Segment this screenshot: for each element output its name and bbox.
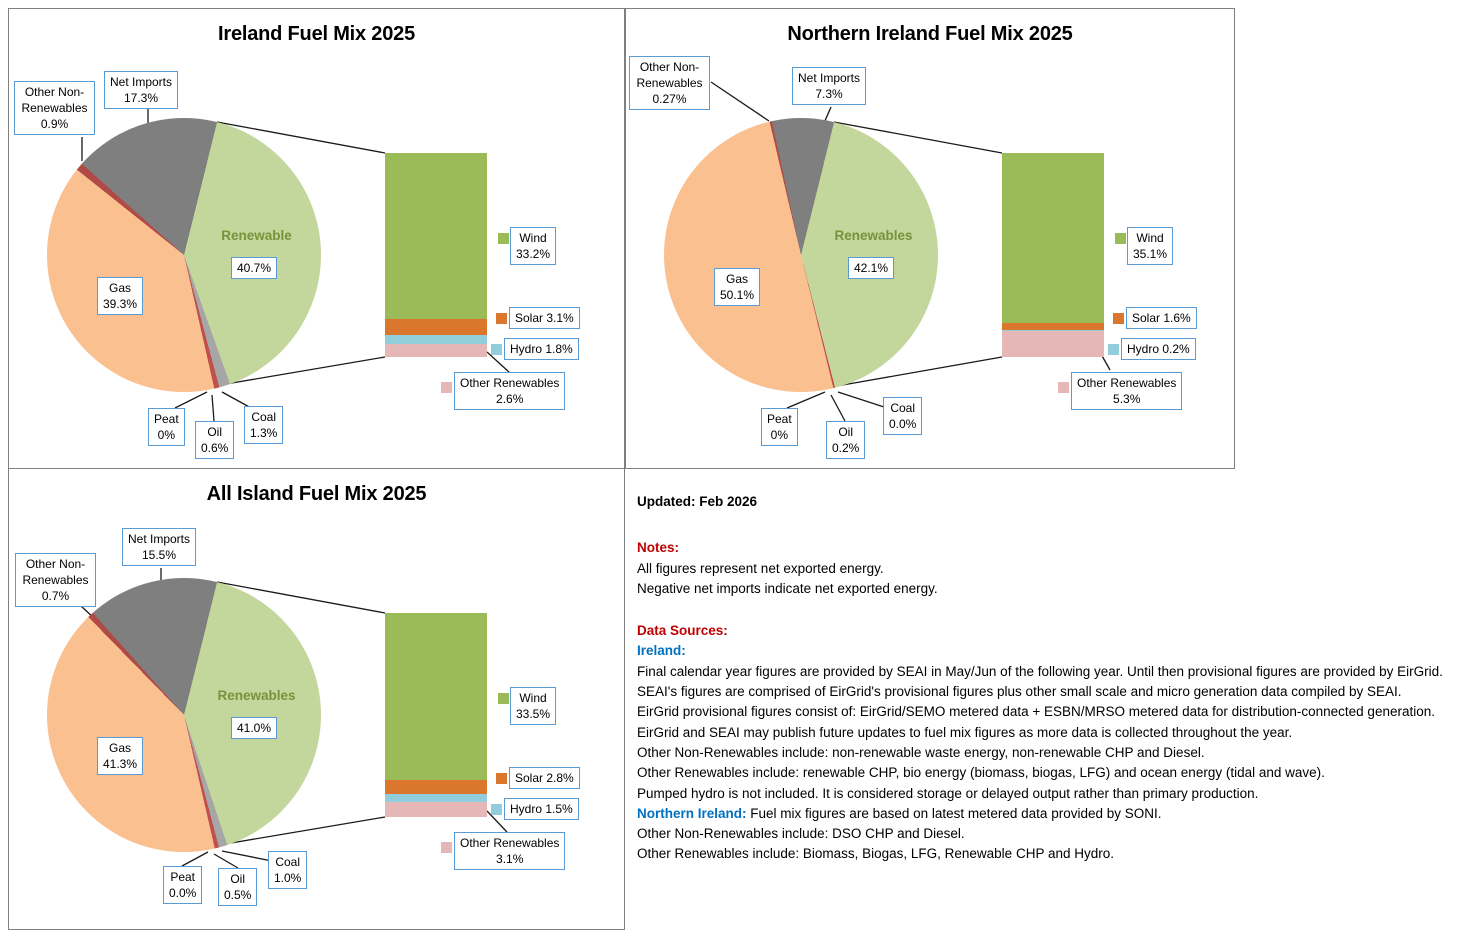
note-line: Negative net imports indicate net exported energy. (637, 580, 938, 596)
other-renewables-value: 3.1% (496, 852, 524, 866)
other-renewables-legend-swatch-icon (1058, 382, 1069, 393)
onr-name: Other Non-Renewables (636, 60, 703, 90)
note-line: Other Non-Renewables include: non-renewable waste energy, non-renewable CHP and Diesel. (637, 744, 1205, 760)
label-other-non-renewables (14, 81, 95, 135)
hydro-value: 1.5% (545, 802, 573, 816)
label-coal (268, 851, 307, 889)
label-oil (826, 421, 865, 459)
net-imports-name: Net Imports (110, 75, 173, 89)
renewables-slice-label: Renewables (834, 228, 913, 243)
notes-panel (637, 492, 1477, 865)
label-peat (761, 408, 798, 446)
bar-segment-wind (1002, 153, 1104, 323)
legend-solar (509, 307, 580, 329)
peat-name: Peat (154, 412, 179, 426)
northern-ireland-note-line (637, 804, 1477, 824)
wind-value: 33.2% (516, 247, 551, 261)
coal-name: Coal (890, 401, 916, 415)
legend-solar (1126, 307, 1197, 329)
legend-hydro (504, 798, 579, 820)
gas-name: Gas (109, 741, 132, 755)
peat-value: 0.0% (169, 886, 197, 900)
solar-legend-swatch-icon (496, 773, 507, 784)
panel-northern-ireland-fuel-mix (625, 8, 1235, 469)
oil-value: 0.2% (832, 441, 860, 455)
onr-value: 0.9% (40, 117, 69, 131)
solar-value: 3.1% (546, 311, 574, 325)
hydro-legend-swatch-icon (491, 344, 502, 355)
oil-value: 0.6% (201, 441, 229, 455)
bar-segment-other-renewables (385, 344, 487, 357)
oil-name: Oil (230, 872, 246, 886)
peat-name: Peat (767, 412, 792, 426)
onr-value: 0.7% (41, 589, 70, 603)
wind-name: Wind (1136, 231, 1164, 245)
legend-wind (1127, 227, 1173, 265)
coal-value: 1.3% (250, 426, 278, 440)
hydro-value: 0.2% (1162, 342, 1190, 356)
bar-segment-hydro (385, 335, 487, 344)
bar-segment-other-renewables (385, 802, 487, 817)
gas-value: 39.3% (103, 297, 138, 311)
renewables-slice-label: Renewable (221, 228, 292, 243)
label-oil (195, 421, 234, 459)
wind-value: 35.1% (1133, 247, 1168, 261)
solar-name: Solar (1132, 311, 1161, 325)
gas-name: Gas (726, 272, 749, 286)
notes-heading: Notes: (637, 540, 680, 556)
gas-value: 50.1% (720, 288, 755, 302)
bar-segment-solar (385, 780, 487, 794)
other-renewables-name: Other Renewables (460, 836, 560, 850)
peat-value: 0% (770, 428, 789, 442)
note-line: Other Renewables include: renewable CHP, bio energy (biomass, biogas, LFG) and ocean energy (tidal and wave). (637, 765, 1325, 781)
note-line: SEAI's figures are comprised of EirGrid's provisional figures plus other small scale and micro generation data compiled by SEAI. (637, 684, 1402, 700)
note-line: Final calendar year figures are provided by SEAI in May/Jun of the following year. Until then provisional figures are provided by EirGrid. (637, 663, 1443, 679)
other-renewables-name: Other Renewables (1077, 376, 1177, 390)
bar-segment-wind (385, 613, 487, 780)
label-other-non-renewables (15, 553, 96, 607)
panel-all-island-fuel-mix (8, 468, 625, 930)
hydro-legend-swatch-icon (491, 804, 502, 815)
net-imports-value: 7.3% (815, 87, 843, 101)
fuel-mix-pie (47, 578, 321, 852)
northern-ireland-heading: Northern Ireland: (637, 805, 747, 821)
wind-name: Wind (519, 691, 547, 705)
renewables-slice-value: 41.0% (231, 717, 277, 739)
hydro-name: Hydro (510, 802, 543, 816)
legend-other-renewables (454, 372, 565, 410)
solar-legend-swatch-icon (1113, 313, 1124, 324)
coal-name: Coal (275, 855, 301, 869)
peat-name: Peat (170, 870, 196, 884)
legend-solar (509, 767, 580, 789)
hydro-value: 1.8% (545, 342, 573, 356)
peat-value: 0% (157, 428, 176, 442)
chart-title: Northern Ireland Fuel Mix 2025 (787, 23, 1073, 45)
note-line: Other Non-Renewables include: DSO CHP and Diesel. (637, 826, 965, 842)
solar-value: 2.8% (546, 771, 574, 785)
legend-wind (510, 227, 556, 265)
label-net-imports (792, 67, 866, 105)
renewables-breakdown-bar (385, 153, 487, 357)
legend-wind (510, 687, 556, 725)
note-line: Pumped hydro is not included. It is considered storage or delayed output rather than primary production. (637, 785, 1259, 801)
bar-segment-solar (385, 319, 487, 335)
net-imports-value: 15.5% (141, 548, 177, 562)
label-net-imports (104, 71, 178, 109)
renewables-slice-value: 40.7% (231, 257, 277, 279)
bar-segment-hydro (385, 794, 487, 801)
onr-name: Other Non-Renewables (21, 85, 88, 115)
coal-name: Coal (251, 410, 277, 424)
coal-value: 0.0% (889, 417, 917, 431)
bar-segment-wind (385, 153, 487, 319)
label-gas (714, 268, 760, 306)
wind-name: Wind (519, 231, 547, 245)
other-renewables-name: Other Renewables (460, 376, 560, 390)
chart-title: All Island Fuel Mix 2025 (206, 483, 427, 505)
other-renewables-legend-swatch-icon (441, 842, 452, 853)
renewables-breakdown-bar (1002, 153, 1104, 357)
onr-name: Other Non-Renewables (22, 557, 89, 587)
label-peat (148, 408, 185, 446)
bar-segment-other-renewables (1002, 331, 1104, 357)
net-imports-name: Net Imports (798, 71, 861, 85)
label-net-imports (122, 528, 196, 566)
renewables-breakdown-bar (385, 613, 487, 817)
net-imports-value: 17.3% (123, 91, 159, 105)
label-gas (97, 737, 143, 775)
fuel-mix-pie (664, 118, 938, 392)
solar-value: 1.6% (1163, 311, 1191, 325)
onr-value: 0.27% (652, 92, 687, 106)
label-gas (97, 277, 143, 315)
fuel-mix-pie (47, 118, 321, 392)
legend-other-renewables (454, 832, 565, 870)
label-oil (218, 868, 257, 906)
updated-date: Updated: Feb 2026 (637, 494, 758, 509)
bar-segment-solar (1002, 323, 1104, 331)
panel-ireland-fuel-mix (8, 8, 625, 469)
net-imports-name: Net Imports (128, 532, 191, 546)
oil-name: Oil (838, 425, 854, 439)
gas-name: Gas (109, 281, 132, 295)
note-line: All figures represent net exported energy. (637, 560, 884, 576)
legend-hydro (504, 338, 579, 360)
wind-value: 33.5% (516, 707, 551, 721)
legend-other-renewables (1071, 372, 1182, 410)
wind-legend-swatch-icon (498, 233, 509, 244)
northern-ireland-text: Fuel mix figures are based on latest metered data provided by SONI. (750, 805, 1162, 821)
label-coal (883, 397, 922, 435)
label-other-non-renewables (629, 56, 710, 110)
solar-name: Solar (515, 771, 544, 785)
note-line: Other Renewables include: Biomass, Biogas, LFG, Renewable CHP and Hydro. (637, 846, 1114, 862)
legend-hydro (1121, 338, 1196, 360)
coal-value: 1.0% (274, 871, 302, 885)
hydro-name: Hydro (510, 342, 543, 356)
label-peat (163, 866, 202, 904)
renewables-slice-value: 42.1% (848, 257, 894, 279)
wind-legend-swatch-icon (498, 693, 509, 704)
note-line: EirGrid provisional figures consist of: EirGrid/SEMO metered data + ESBN/MRSO metered data for distribution-connected generation. (637, 704, 1435, 720)
renewables-slice-label: Renewables (217, 688, 296, 703)
data-sources-heading: Data Sources: (637, 623, 728, 639)
other-renewables-value: 5.3% (1113, 392, 1141, 406)
label-coal (244, 406, 283, 444)
gas-value: 41.3% (103, 757, 138, 771)
note-line: EirGrid and SEAI may publish future updates to fuel mix figures as more data is collected throughout the year. (637, 724, 1293, 740)
solar-name: Solar (515, 311, 544, 325)
solar-legend-swatch-icon (496, 313, 507, 324)
ireland-heading: Ireland: (637, 643, 686, 659)
wind-legend-swatch-icon (1115, 233, 1126, 244)
hydro-name: Hydro (1127, 342, 1160, 356)
chart-title: Ireland Fuel Mix 2025 (218, 23, 415, 45)
other-renewables-value: 2.6% (496, 392, 524, 406)
other-renewables-legend-swatch-icon (441, 382, 452, 393)
hydro-legend-swatch-icon (1108, 344, 1119, 355)
oil-value: 0.5% (224, 888, 252, 902)
oil-name: Oil (207, 425, 223, 439)
